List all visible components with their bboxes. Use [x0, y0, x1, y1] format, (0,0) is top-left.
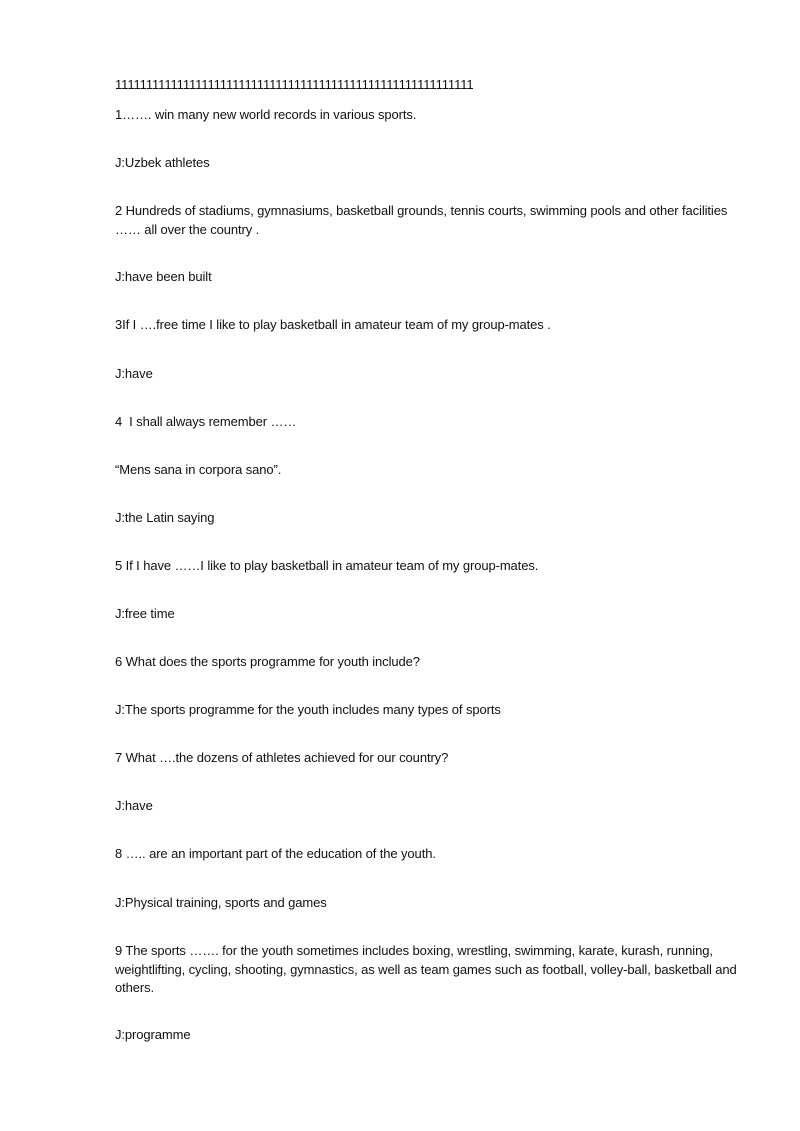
question-4-quote: “Mens sana in corpora sano”.	[115, 462, 282, 477]
answer-9: J:programme	[115, 1027, 191, 1042]
answer-6: J:The sports programme for the youth includes many types of sports	[115, 702, 501, 717]
question-6: 6 What does the sports programme for youth include?	[115, 654, 420, 669]
question-1: 1……. win many new world records in various sports.	[115, 107, 417, 122]
question-8: 8 ….. are an important part of the education of the youth.	[115, 846, 436, 861]
answer-1: J:Uzbek athletes	[115, 155, 210, 170]
answer-8: J:Physical training, sports and games	[115, 895, 327, 910]
question-3: 3If I ….free time I like to play basketball in amateur team of my group-mates .	[115, 317, 551, 332]
answer-7: J:have	[115, 798, 153, 813]
answer-5: J:free time	[115, 606, 175, 621]
question-4: 4 I shall always remember ……	[115, 414, 297, 429]
question-9: 9 The sports ……. for the youth sometimes includes boxing, wrestling, swimming, karate, kurash, running, weightlifting, cycling, shooting, gymnastics, as well as team games such as football, volley-ball, basketball and others.	[115, 943, 741, 995]
answer-4: J:the Latin saying	[115, 510, 215, 525]
question-5: 5 If I have ……I like to play basketball in amateur team of my group-mates.	[115, 558, 539, 573]
answer-3: J:have	[115, 366, 153, 381]
answer-2: J:have been built	[115, 269, 212, 284]
header-line: 1111111111111111111111111111111111111111111111111111111111	[115, 77, 474, 92]
question-2: 2 Hundreds of stadiums, gymnasiums, basketball grounds, tennis courts, swimming pools and other facilities …… all over the country .	[115, 203, 731, 237]
question-7: 7 What ….the dozens of athletes achieved for our country?	[115, 750, 449, 765]
